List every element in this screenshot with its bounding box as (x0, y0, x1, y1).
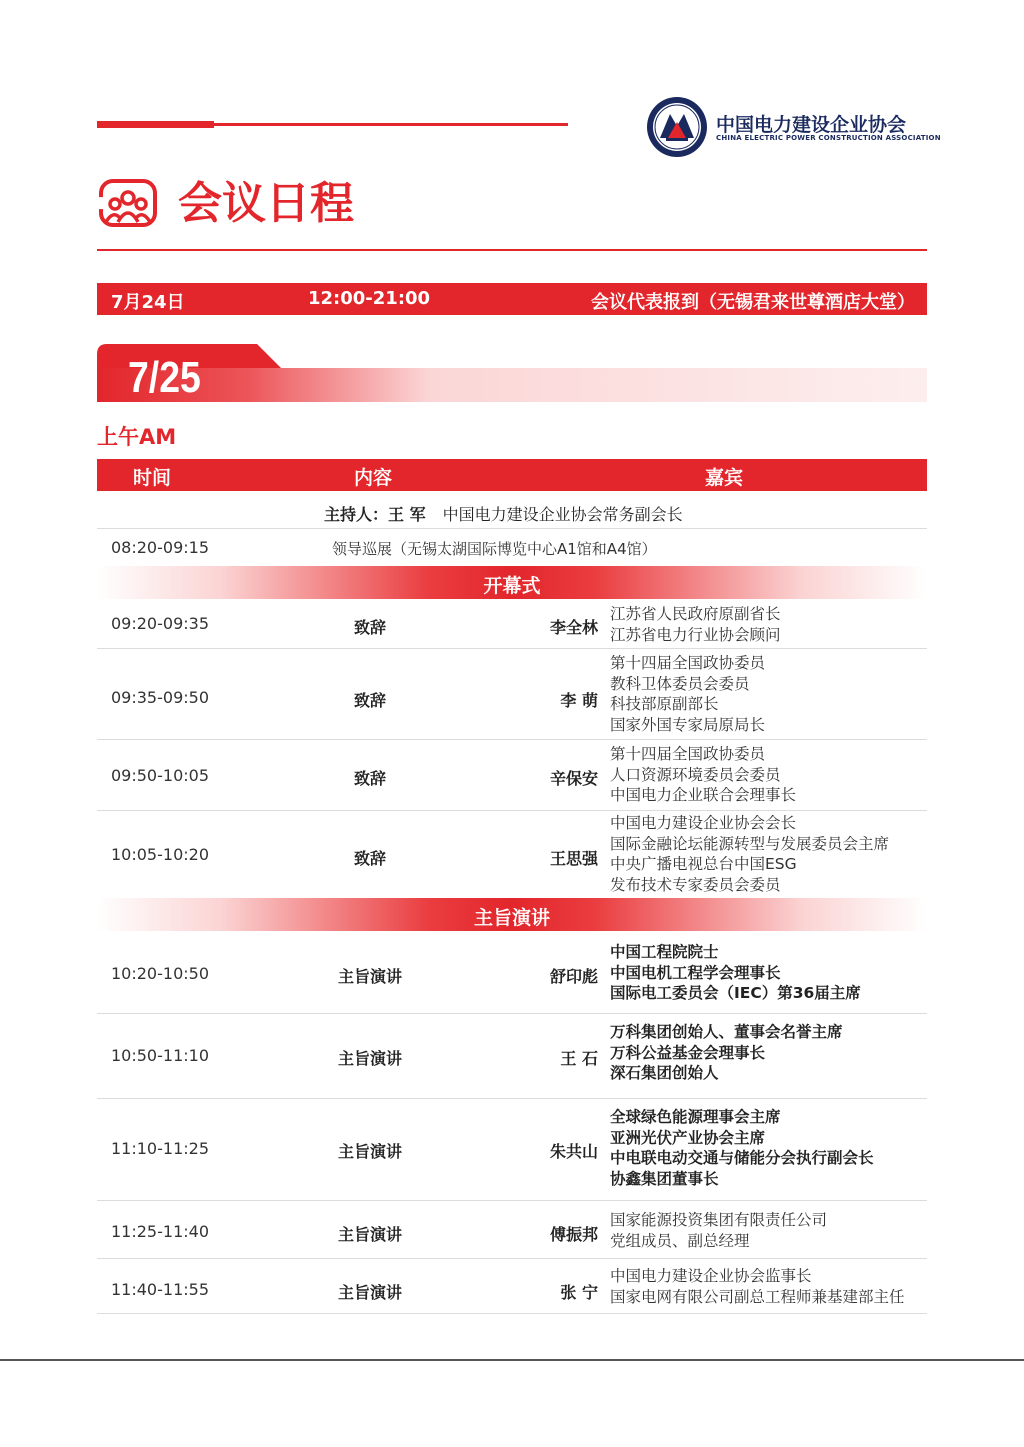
title-line: 党组成员、副总经理 (610, 1231, 750, 1250)
table-row-content: 致辞 (353, 691, 386, 710)
table-row-time: 11:25-11:40 (111, 1222, 209, 1241)
title-line: 发布技术专家委员会委员 (610, 875, 781, 894)
row-divider (97, 810, 927, 811)
title-line: 科技部原副部长 (610, 695, 719, 713)
registration-time: 12:00-21:00 (308, 288, 431, 309)
table-row-time: 09:50-10:05 (111, 766, 209, 785)
table-row-content: 主旨演讲 (337, 1142, 402, 1161)
registration-desc: 会议代表报到（无锡君来世尊酒店大堂） (591, 292, 915, 313)
table-row-titles (610, 1022, 843, 1084)
row-divider (97, 1098, 927, 1099)
table-row-name: 舒印彪 (549, 967, 598, 986)
registration-bar (97, 283, 927, 315)
section-keynote-label: 主旨演讲 (473, 907, 550, 929)
table-row-content: 主旨演讲 (337, 967, 402, 986)
table-row-titles (610, 942, 861, 1004)
title-line: 中国电力建设企业协会监事长 (610, 1267, 812, 1285)
title-line: 国家外国专家局原局长 (610, 715, 766, 734)
title-line: 国家能源投资集团有限责任公司 (610, 1211, 828, 1229)
title-line: 中央广播电视总台中国ESG (610, 855, 797, 873)
title-line: 万科集团创始人、董事会名誉主席 (610, 1023, 843, 1041)
title-line: 全球绿色能源理事会主席 (610, 1108, 781, 1126)
page-title: 会议日程 (178, 178, 354, 229)
table-row-content: 主旨演讲 (337, 1225, 402, 1244)
row-divider (97, 1200, 927, 1201)
org-name-en: CHINA ELECTRIC POWER CONSTRUCTION ASSOCIATION (716, 134, 941, 142)
day-label: 7/25 (128, 353, 201, 402)
row-divider (97, 739, 927, 740)
tour-time: 08:20-09:15 (111, 538, 209, 557)
registration-date: 7月24日 (111, 292, 185, 313)
title-line: 中国电力建设企业协会会长 (610, 814, 797, 832)
table-row-time: 10:20-10:50 (111, 964, 209, 983)
association-logo-icon (646, 96, 708, 158)
table-row-content: 致辞 (353, 769, 386, 788)
tour-desc: 领导巡展（无锡太湖国际博览中心A1馆和A4馆） (332, 540, 657, 558)
table-row-titles (610, 1107, 874, 1189)
title-line: 中国电力企业联合会理事长 (610, 786, 797, 804)
title-line: 江苏省人民政府原副省长 (610, 605, 781, 623)
table-row-titles (610, 813, 889, 895)
title-line: 中电联电动交通与储能分会执行副会长 (610, 1149, 874, 1167)
row-divider (97, 1013, 927, 1014)
section-opening-band (97, 566, 927, 599)
table-row-content: 主旨演讲 (337, 1283, 402, 1302)
section-opening-label: 开幕式 (483, 575, 541, 597)
table-row-titles (610, 1210, 827, 1251)
row-divider (97, 1313, 927, 1314)
title-line: 协鑫集团董事长 (610, 1169, 719, 1188)
table-row-time: 10:50-11:10 (111, 1046, 209, 1065)
table-row-time: 10:05-10:20 (111, 845, 209, 864)
table-row-content: 致辞 (353, 849, 386, 868)
header-accent-bar (97, 121, 214, 128)
table-row-titles (610, 744, 796, 806)
title-divider (97, 249, 927, 251)
header-guest: 嘉宾 (705, 467, 744, 489)
table-row-name: 朱共山 (549, 1142, 598, 1161)
host-label: 主持人：王 军 (324, 505, 426, 524)
title-line: 国际金融论坛能源转型与发展委员会主席 (610, 834, 890, 853)
table-row-titles (610, 604, 781, 645)
table-row-name: 辛保安 (549, 769, 598, 788)
title-line: 人口资源环境委员会委员 (610, 765, 781, 784)
title-line: 教科卫体委员会委员 (610, 674, 750, 693)
day-header-band (97, 344, 927, 404)
table-row-titles (610, 653, 765, 735)
host-title: 中国电力建设企业协会常务副会长 (442, 505, 683, 524)
table-row-name: 王 石 (560, 1049, 598, 1068)
table-row-time: 09:35-09:50 (111, 688, 209, 707)
header-time: 时间 (133, 467, 172, 489)
title-line: 国际电工委员会（IEC）第36届主席 (610, 984, 861, 1002)
table-header (97, 459, 927, 491)
title-line: 亚洲光伏产业协会主席 (610, 1128, 766, 1147)
row-divider (97, 528, 927, 529)
table-row-time: 09:20-09:35 (111, 614, 209, 633)
title-line: 中国工程院院士 (610, 943, 719, 961)
host-row (324, 502, 683, 525)
row-divider (97, 1258, 927, 1259)
table-row-name: 王思强 (549, 849, 598, 868)
header-accent-line (214, 123, 568, 126)
table-row-time: 11:40-11:55 (111, 1280, 209, 1299)
table-row-time: 11:10-11:25 (111, 1139, 209, 1158)
table-row-name: 李 萌 (560, 691, 598, 710)
title-line: 深石集团创始人 (610, 1064, 719, 1082)
table-row-name: 李全林 (549, 618, 598, 637)
title-line: 第十四届全国政协委员 (610, 654, 766, 672)
header-content: 内容 (354, 467, 393, 489)
table-row-name: 张 宁 (560, 1283, 598, 1302)
org-name-cn: 中国电力建设企业协会 (716, 114, 907, 136)
section-keynote-band (97, 898, 927, 931)
table-row-content: 主旨演讲 (337, 1049, 402, 1068)
people-group-icon (98, 178, 158, 228)
title-line: 国家电网有限公司副总工程师兼基建部主任 (610, 1287, 905, 1306)
title-line: 中国电机工程学会理事长 (610, 963, 781, 982)
table-row-name: 傅振邦 (549, 1225, 598, 1244)
title-line: 第十四届全国政协委员 (610, 745, 766, 763)
row-divider (97, 648, 927, 649)
page-bottom-rule (0, 1359, 1024, 1361)
period-label: 上午AM (97, 425, 177, 449)
title-line: 江苏省电力行业协会顾问 (610, 625, 781, 644)
title-line: 万科公益基金会理事长 (610, 1043, 766, 1062)
table-row-content: 致辞 (353, 618, 386, 637)
table-row-titles (610, 1266, 905, 1307)
